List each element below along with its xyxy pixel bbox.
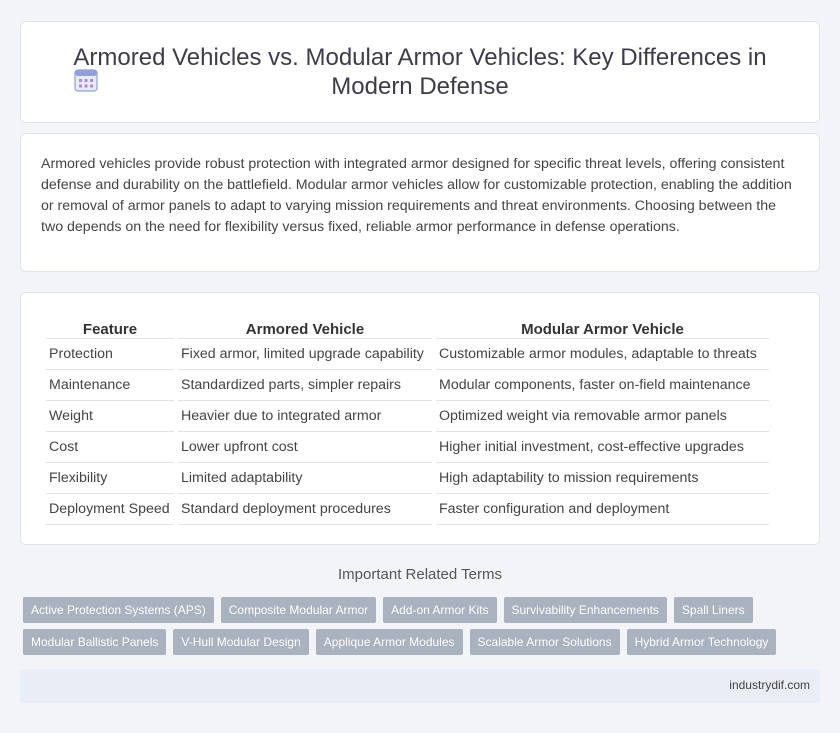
related-term-tag[interactable]: Applique Armor Modules bbox=[316, 629, 463, 655]
intro-paragraph: Armored vehicles provide robust protection with integrated armor designed for specific threat levels, offering consistent defense and durability on the battlefield. Modular armor vehicles allow for customizable protection, enabling the addition or removal of armor panels to adapt to varying mission requirements and threat environments. Choosing between the two depends on the need for flexibility versus fixed, reliable armor performance in defense operations. bbox=[41, 156, 792, 235]
table-cell-armored: Lower upfront cost bbox=[178, 432, 432, 463]
related-terms-heading: Important Related Terms bbox=[338, 566, 502, 583]
related-term-tag[interactable]: Survivability Enhancements bbox=[504, 597, 667, 623]
table-cell-feature: Cost bbox=[46, 432, 174, 463]
comparison-table-card bbox=[20, 292, 820, 545]
table-cell-feature: Flexibility bbox=[46, 463, 174, 494]
table-cell-armored: Standardized parts, simpler repairs bbox=[178, 370, 432, 401]
related-term-tag[interactable]: Spall Liners bbox=[674, 597, 753, 623]
intro-card bbox=[20, 133, 820, 272]
table-row bbox=[46, 463, 769, 494]
table-cell-modular: Higher initial investment, cost-effective upgrades bbox=[436, 432, 769, 463]
table-row bbox=[46, 494, 769, 525]
title-card bbox=[20, 21, 820, 123]
related-term-tag[interactable]: Add-on Armor Kits bbox=[383, 597, 496, 623]
comparison-table bbox=[42, 313, 773, 525]
table-cell-armored: Heavier due to integrated armor bbox=[178, 401, 432, 432]
related-term-tag[interactable]: Scalable Armor Solutions bbox=[470, 629, 620, 655]
site-credit-link[interactable]: industrydif.com bbox=[729, 678, 810, 692]
table-cell-modular: Faster configuration and deployment bbox=[436, 494, 769, 525]
related-terms-list bbox=[23, 597, 803, 655]
table-cell-feature: Weight bbox=[46, 401, 174, 432]
table-header-row bbox=[46, 313, 769, 339]
related-term-tag[interactable]: Modular Ballistic Panels bbox=[23, 629, 166, 655]
table-cell-feature: Protection bbox=[46, 339, 174, 370]
table-cell-armored: Standard deployment procedures bbox=[178, 494, 432, 525]
table-cell-feature: Maintenance bbox=[46, 370, 174, 401]
column-header-armored-vehicle: Armored Vehicle bbox=[178, 313, 432, 339]
column-header-feature: Feature bbox=[46, 313, 174, 339]
related-term-tag[interactable]: V-Hull Modular Design bbox=[173, 629, 308, 655]
related-term-tag[interactable]: Active Protection Systems (APS) bbox=[23, 597, 214, 623]
table-cell-modular: Optimized weight via removable armor panels bbox=[436, 401, 769, 432]
table-cell-modular: Modular components, faster on-field maintenance bbox=[436, 370, 769, 401]
table-cell-armored: Limited adaptability bbox=[178, 463, 432, 494]
related-term-tag[interactable]: Composite Modular Armor bbox=[221, 597, 376, 623]
table-row bbox=[46, 339, 769, 370]
column-header-modular-armor-vehicle: Modular Armor Vehicle bbox=[436, 313, 769, 339]
table-cell-modular: Customizable armor modules, adaptable to threats bbox=[436, 339, 769, 370]
page-title: Armored Vehicles vs. Modular Armor Vehicles: Key Differences in Modern Defense bbox=[73, 44, 767, 100]
table-row bbox=[46, 432, 769, 463]
footer bbox=[20, 669, 820, 703]
table-cell-modular: High adaptability to mission requirements bbox=[436, 463, 769, 494]
table-cell-feature: Deployment Speed bbox=[46, 494, 174, 525]
related-term-tag[interactable]: Hybrid Armor Technology bbox=[627, 629, 777, 655]
table-row bbox=[46, 370, 769, 401]
table-cell-armored: Fixed armor, limited upgrade capability bbox=[178, 339, 432, 370]
table-row bbox=[46, 401, 769, 432]
